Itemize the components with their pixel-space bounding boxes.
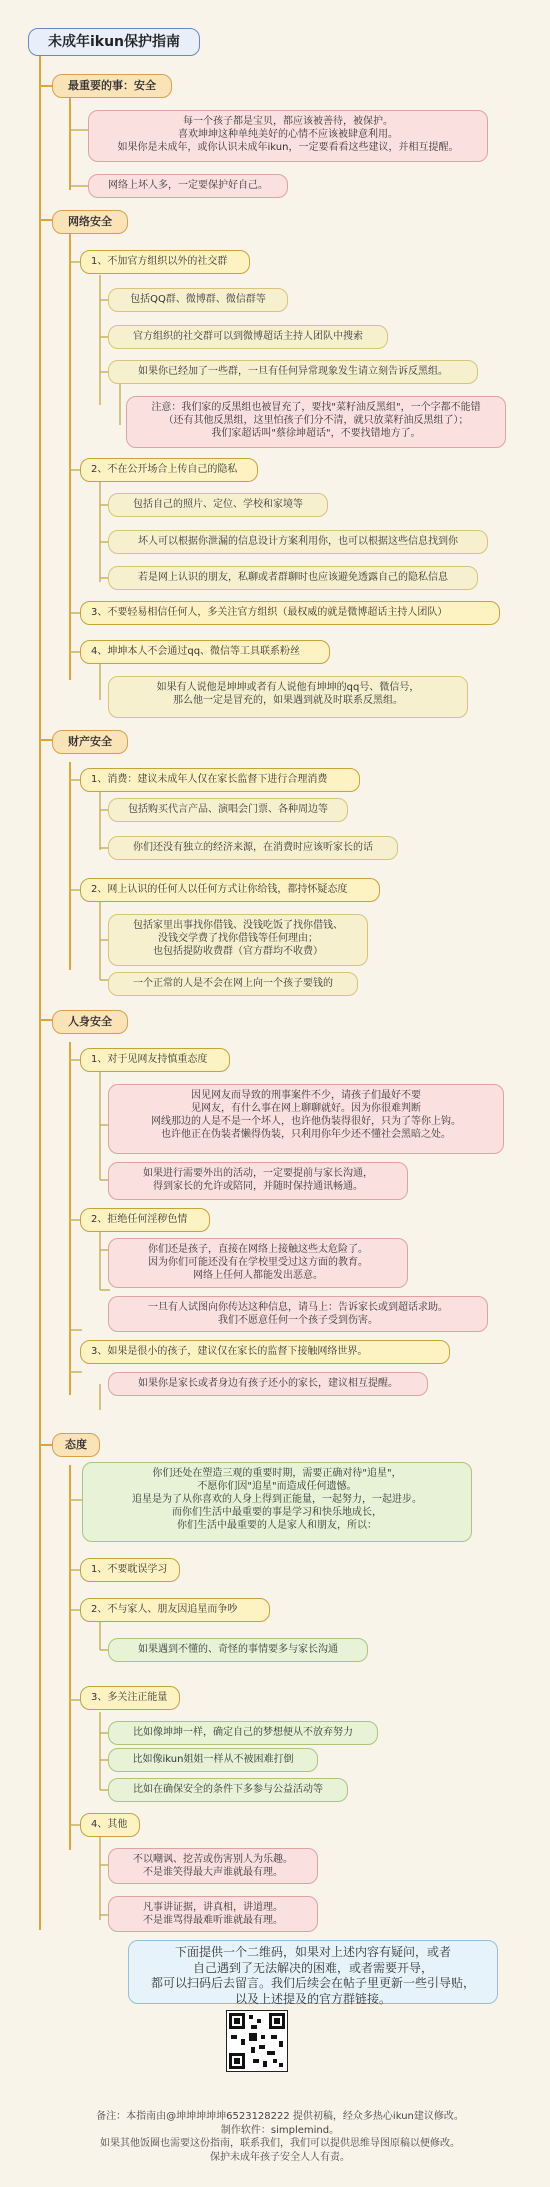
money-item-1-b: 你们还没有独立的经济来源，在消费时应该听家长的话 [108, 836, 398, 860]
network-item-2-b: 坏人可以根据你泄漏的信息设计方案利用你，也可以根据这些信息找到你 [108, 530, 488, 554]
section-network-safety: 网络安全 [52, 210, 128, 234]
person-item-2: 2、拒绝任何淫秽色情 [80, 1208, 210, 1232]
footer-note: 备注：本指南由@坤坤坤坤坤6523128222 提供初稿，经众多热心ikun建议修改。 制作软件：simplemind。 如果其他饭圈也需要这份指南，联系我们，我们可以提供思维导图原稿以便修改。 保护未成年孩子安全人人有责。 [96, 2111, 464, 2163]
person-item-3: 3、如果是很小的孩子，建议仅在家长的监督下接触网络世界。 [80, 1340, 450, 1364]
network-item-1-c: 如果你已经加了一些群，一旦有任何异常现象发生请立刻告诉反黑组。 [108, 360, 478, 384]
network-item-1: 1、不加官方组织以外的社交群 [80, 250, 250, 274]
money-item-1: 1、消费：建议未成年人仅在家长监督下进行合理消费 [80, 768, 360, 792]
attitude-item-3-a: 比如像坤坤一样，确定自己的梦想便从不放弃努力 [108, 1721, 378, 1745]
attitude-item-4-a: 不以嘲讽、挖苦或伤害别人为乐趣。 不是谁笑得最大声谁就最有理。 [108, 1848, 318, 1884]
network-item-1-d: 注意：我们家的反黑组也被冒充了，要找"菜籽油反黑组"，一个字都不能错 （还有其他反黑组，这里怕孩子们分不清，就只放菜籽油反黑组了）； 我们家超话叫"蔡徐坤超话"，不要找错地方了。 [126, 396, 506, 448]
attitude-item-2-a: 如果遇到不懂的、奇怪的事情要多与家长沟通 [108, 1638, 368, 1662]
attitude-item-3: 3、多关注正能量 [80, 1686, 180, 1710]
attitude-item-4: 4、其他 [80, 1813, 140, 1837]
network-item-4: 4、坤坤本人不会通过qq、微信等工具联系粉丝 [80, 640, 330, 664]
intro-note: 每一个孩子都是宝贝，都应该被善待，被保护。 喜欢坤坤这种单纯美好的心情不应该被肆意利用。 如果你是未成年，或你认识未成年ikun，一定要看看这些建议，并相互提醒。 [88, 110, 488, 162]
section-personal-safety: 人身安全 [52, 1010, 128, 1034]
mindmap-title: 未成年ikun保护指南 [28, 28, 200, 56]
network-item-2-a: 包括自己的照片、定位、学校和家境等 [108, 493, 328, 517]
contact-message: 下面提供一个二维码，如果对上述内容有疑问，或者 自己遇到了无法解决的困难，或者需要开导， 都可以扫码后去留言。我们后续会在帖子里更新一些引导贴， 以及上述提及的官方群链接。 [128, 1940, 498, 2004]
network-item-2-c: 若是网上认识的朋友，私聊或者群聊时也应该避免透露自己的隐私信息 [108, 566, 478, 590]
person-item-1-b: 如果进行需要外出的活动，一定要提前与家长沟通， 得到家长的允许或陪同，并随时保持通讯畅通。 [108, 1162, 408, 1200]
money-item-2-b: 一个正常的人是不会在网上向一个孩子要钱的 [108, 972, 358, 996]
network-item-1-a: 包括QQ群、微博群、微信群等 [108, 288, 288, 312]
safety-note: 网络上坏人多，一定要保护好自己。 [88, 174, 288, 198]
attitude-item-2: 2、不与家人、朋友因追星而争吵 [80, 1598, 270, 1622]
person-item-2-b: 一旦有人试图向你传达这种信息，请马上：告诉家长或到超话求助。 我们不愿意任何一个孩子受到伤害。 [108, 1296, 488, 1332]
person-item-3-a: 如果你是家长或者身边有孩子还小的家长，建议相互提醒。 [108, 1372, 428, 1396]
money-item-1-a: 包括购买代言产品、演唱会门票、各种周边等 [108, 798, 348, 822]
attitude-item-3-c: 比如在确保安全的条件下多参与公益活动等 [108, 1778, 348, 1802]
person-item-1-a: 因见网友而导致的刑事案件不少，请孩子们最好不要 见网友，有什么事在网上聊聊就好。因为你很难判断 网线那边的人是不是一个坏人，也许他伪装得很好，只为了等你上钩。 也许他正在伪装者懒得伪装，只利用你年少还不懂社会黑暗之处。 [108, 1084, 504, 1154]
money-item-2-a: 包括家里出事找你借钱、没钱吃饭了找你借钱、 没钱交学费了找你借钱等任何理由； 也包括提防收费群（官方群均不收费） [108, 914, 368, 966]
attitude-item-3-b: 比如像ikun姐姐一样从不被困难打倒 [108, 1748, 318, 1772]
attitude-intro: 你们还处在塑造三观的重要时期，需要正确对待"追星"， 不愿你们因"追星"而造成任何遗憾。 追星是为了从你喜欢的人身上得到正能量，一起努力，一起进步。 而你们生活中最重要的事是学习和快乐地成长， 你们生活中最重要的人是家人和朋友，所以： [82, 1462, 472, 1542]
network-item-4-a: 如果有人说他是坤坤或者有人说他有坤坤的qq号、微信号， 那么他一定是冒充的，如果遇到就及时联系反黑组。 [108, 676, 468, 718]
person-item-1: 1、对于见网友持慎重态度 [80, 1048, 230, 1072]
network-item-1-b: 官方组织的社交群可以到微博超话主持人团队中搜索 [108, 325, 388, 349]
section-money-safety: 财产安全 [52, 730, 128, 754]
qr-code-icon[interactable] [226, 2010, 288, 2072]
network-item-3: 3、不要轻易相信任何人，多关注官方组织（最权威的就是微博超话主持人团队） [80, 601, 500, 625]
qr-code-graphic [227, 2011, 287, 2071]
attitude-item-4-b: 凡事讲证据，讲真相，讲道理。 不是谁骂得最难听谁就最有理。 [108, 1896, 318, 1932]
section-attitude: 态度 [52, 1433, 100, 1457]
attitude-item-1: 1、不要耽误学习 [80, 1558, 180, 1582]
network-item-2: 2、不在公开场合上传自己的隐私 [80, 458, 258, 482]
person-item-2-a: 你们还是孩子，直接在网络上接触这些太危险了。 因为你们可能还没有在学校里受过这方面的教育。 网络上任何人都能发出恶意。 [108, 1238, 408, 1288]
money-item-2: 2、网上认识的任何人以任何方式让你给钱，都持怀疑态度 [80, 878, 380, 902]
section-most-important: 最重要的事：安全 [52, 74, 172, 98]
